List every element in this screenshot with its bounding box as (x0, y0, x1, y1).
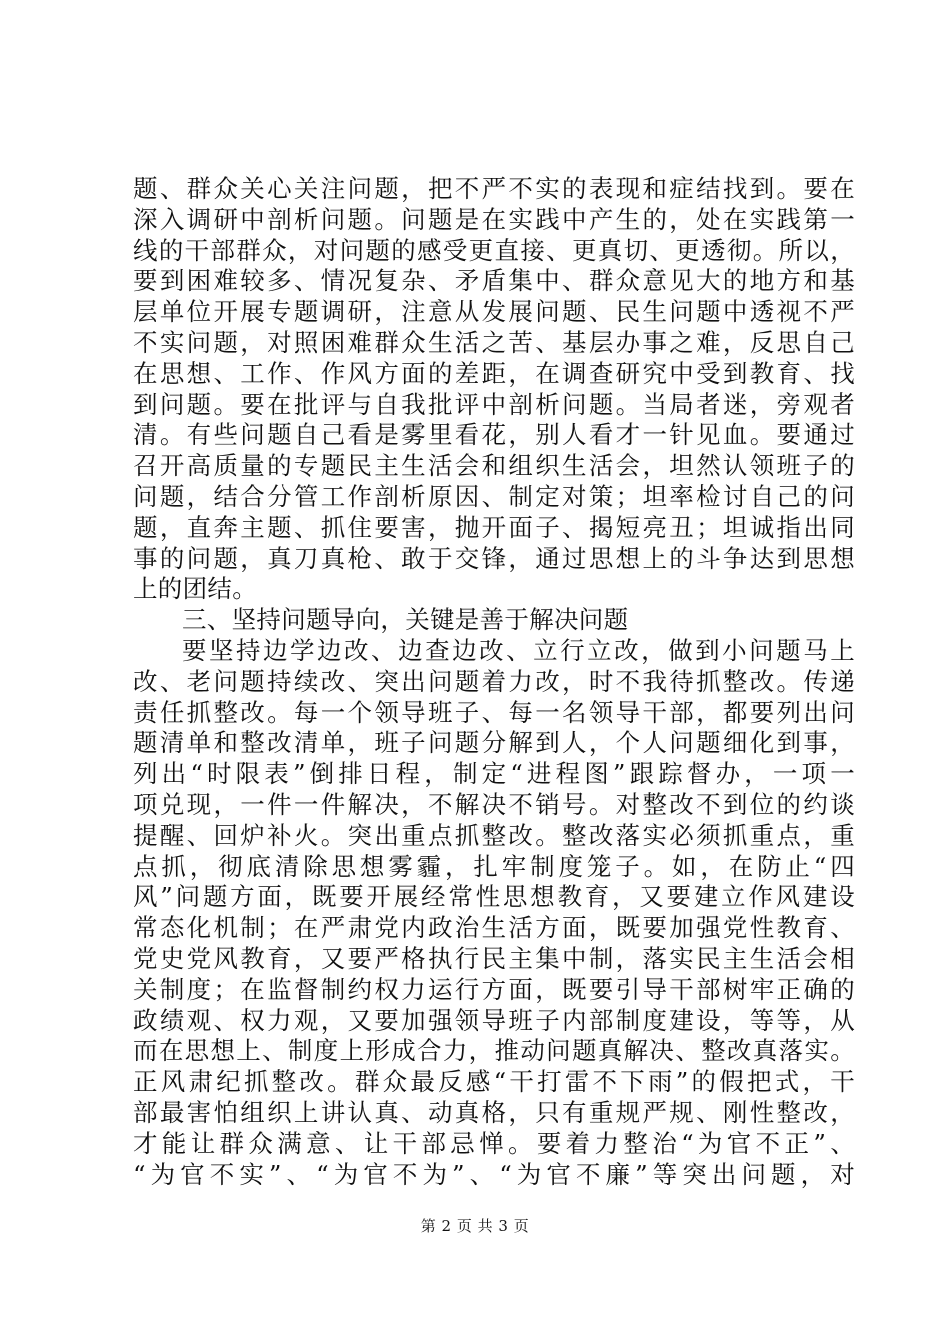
text-line: 事的问题，真刀真枪、敢于交锋，通过思想上的斗争达到思想 (133, 543, 855, 573)
text-line: 党史党风教育，又要严格执行民主集中制，落实民主生活会相 (133, 943, 855, 973)
text-line: “为官不实”、“为官不为”、“为官不廉”等突出问题，对 (133, 1159, 855, 1189)
text-line: 召开高质量的专题民主生活会和组织生活会，坦然认领班子的 (133, 451, 855, 481)
text-line: 层单位开展专题调研，注意从发展问题、民生问题中透视不严 (133, 297, 855, 327)
page-number-label: 第 2 页 共 3 页 (420, 1217, 530, 1235)
text-line: 线的干部群众，对问题的感受更直接、更真切、更透彻。所以， (133, 235, 855, 265)
text-line: 责任抓整改。每一个领导班子、每一名领导干部，都要列出问 (133, 697, 855, 727)
text-line: 在思想、工作、作风方面的差距，在调查研究中受到教育、找 (133, 358, 855, 388)
text-line: 题清单和整改清单，班子问题分解到人，个人问题细化到事， (133, 728, 855, 758)
text-line: 点抓，彻底清除思想雾霾，扎牢制度笼子。如，在防止“四 (133, 851, 855, 881)
text-line: 提醒、回炉补火。突出重点抓整改。整改落实必须抓重点，重 (133, 820, 855, 850)
text-line: 而在思想上、制度上形成合力，推动问题真解决、整改真落实。 (133, 1036, 855, 1066)
section-heading: 三、坚持问题导向，关键是善于解决问题 (182, 605, 629, 635)
text-line: 要到困难较多、情况复杂、矛盾集中、群众意见大的地方和基 (133, 266, 855, 296)
text-line: 关制度；在监督制约权力运行方面，既要引导干部树牢正确的 (133, 974, 855, 1004)
text-line: 政绩观、权力观，又要加强领导班子内部制度建设，等等，从 (133, 1005, 855, 1035)
page-footer (0, 1215, 950, 1236)
text-line: 风”问题方面，既要开展经常性思想教育，又要建立作风建设 (133, 882, 855, 912)
text-line: 才能让群众满意、让干部忌惮。要着力整治“为官不正”、 (133, 1128, 855, 1158)
text-line: 列出“时限表”倒排日程，制定“进程图”跟踪督办，一项一 (133, 759, 855, 789)
text-line: 清。有些问题自己看是雾里看花，别人看才一针见血。要通过 (133, 420, 855, 450)
text-line: 项兑现，一件一件解决，不解决不销号。对整改不到位的约谈 (133, 789, 855, 819)
text-line: 正风肃纪抓整改。群众最反感“干打雷不下雨”的假把式，干 (133, 1067, 855, 1097)
text-line: 部最害怕组织上讲认真、动真格，只有重规严规、刚性整改， (133, 1097, 855, 1127)
text-line: 到问题。要在批评与自我批评中剖析问题。当局者迷，旁观者 (133, 389, 855, 419)
text-line: 上的团结。 (133, 574, 257, 604)
text-line: 深入调研中剖析问题。问题是在实践中产生的，处在实践第一 (133, 204, 855, 234)
text-line: 改、老问题持续改、突出问题着力改，时不我待抓整改。传递 (133, 666, 855, 696)
document-body (133, 174, 855, 1190)
text-line: 问题，结合分管工作剖析原因、制定对策；坦率检讨自己的问 (133, 481, 855, 511)
text-line: 常态化机制；在严肃党内政治生活方面，既要加强党性教育、 (133, 913, 855, 943)
text-line: 题、群众关心关注问题，把不严不实的表现和症结找到。要在 (133, 174, 855, 203)
text-line: 要坚持边学边改、边查边改、立行立改，做到小问题马上 (182, 635, 855, 665)
text-line: 题，直奔主题、抓住要害，抛开面子、揭短亮丑；坦诚指出同 (133, 512, 855, 542)
text-line: 不实问题，对照困难群众生活之苦、基层办事之难，反思自己 (133, 327, 855, 357)
